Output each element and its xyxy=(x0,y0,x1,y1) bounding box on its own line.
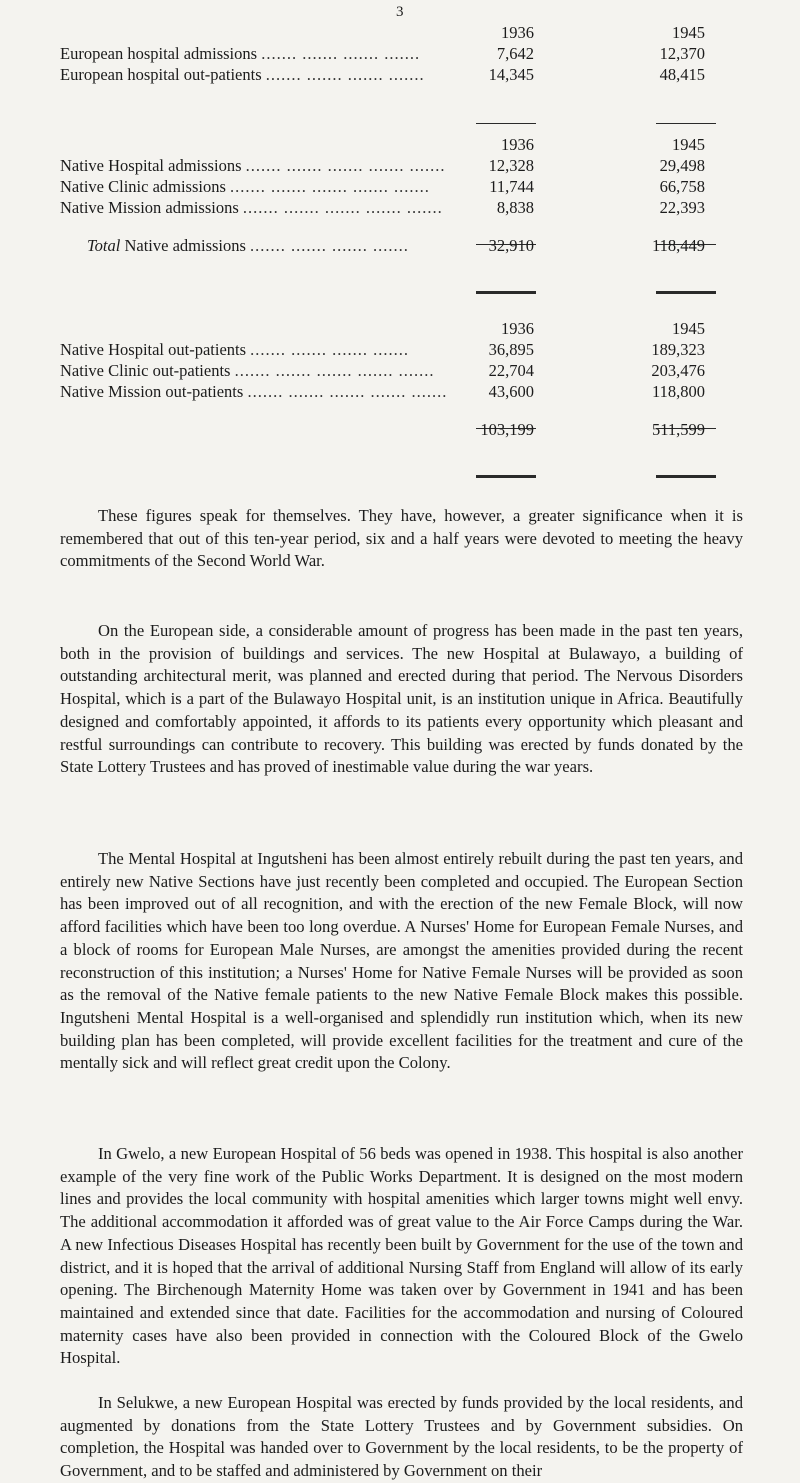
european-statistics-table xyxy=(0,22,800,85)
table-row: European hospital out-patients ....... ....... ....... ....... 14,345 48,415 xyxy=(60,65,705,84)
value-1936: 11,744 xyxy=(489,177,534,196)
native-admissions-table xyxy=(0,134,800,255)
year-1945-header: 1945 xyxy=(672,23,705,42)
row-label: Native Hospital admissions xyxy=(60,156,242,175)
divider xyxy=(656,475,716,478)
year-1945-header: 1945 xyxy=(672,135,705,154)
row-label: Native Clinic out-patients xyxy=(60,361,231,380)
value-1936: 22,704 xyxy=(488,361,534,380)
table-row: Native Clinic admissions ....... ....... ....... ....... ....... 11,744 66,758 xyxy=(60,177,705,196)
value-1945: 118,800 xyxy=(651,382,705,401)
total-1936: 32,910 xyxy=(488,236,534,255)
total-1945: 118,449 xyxy=(651,236,705,255)
divider xyxy=(656,123,716,124)
table-row: Native Mission out-patients ....... ....... ....... ....... ....... 43,600 118,800 xyxy=(60,382,705,401)
value-1945: 22,393 xyxy=(659,198,705,217)
paragraph: The Mental Hospital at Ingutsheni has been almost entirely rebuilt during the past ten years, and entirely new Native Sections have just recently been completed and occupied. The European Section has been improved out of all recognition, and with the erection of the new Female Block, will now afford facilities which have been too long overdue. A Nurses' Home for European Female Nurses, and a block of rooms for European Male Nurses, are amongst the amenities provided during the recent reconstruction of this institution; a Nurses' Home for Native Female Nurses will be provided as soon as the removal of the Native female patients to the new Native Female Block makes this possible. Ingutsheni Mental Hospital is a well-organised and splendidly run institution which, when its new building plan has been completed, will provide excellent facilities for the treatment and cure of the mentally sick and will reflect great credit upon the Colony. xyxy=(60,849,743,1073)
table-header xyxy=(0,134,800,155)
value-1936: 36,895 xyxy=(488,340,534,359)
total-label-italic: Total xyxy=(87,236,121,255)
value-1945: 12,370 xyxy=(659,44,705,63)
total-row: Total Native admissions ....... ....... ....... ....... 32,910 118,449 xyxy=(87,236,705,255)
value-1945: 66,758 xyxy=(659,177,705,196)
year-1936-header: 1936 xyxy=(501,23,534,42)
year-1936-header: 1936 xyxy=(501,319,534,338)
value-1936: 7,642 xyxy=(496,44,534,63)
total-1936: 103,199 xyxy=(480,420,534,439)
row-label: Native Mission admissions xyxy=(60,198,239,217)
total-1945: 511,599 xyxy=(651,420,705,439)
paragraph: These figures speak for themselves. They have, however, a greater significance when it is remembered that out of this ten-year period, six and a half years were devoted to meeting the heavy commitments of the Second World War. xyxy=(60,506,743,571)
paragraph: In Selukwe, a new European Hospital was erected by funds provided by the local residents, and augmented by donations from the State Lottery Trustees and by Government subsidies. On completion, the Hospital was handed over to Government by the local residents, to be the property of Government, and to be staffed and administered by Government on their xyxy=(60,1393,743,1481)
table-header xyxy=(0,318,800,339)
paragraph: On the European side, a considerable amount of progress has been made in the past ten years, both in the provision of buildings and services. The new Hospital at Bulawayo, a building of outstanding architectural merit, was planned and erected during that period. The Nervous Disorders Hospital, which is a part of the Bulawayo Hospital unit, is an institution unique in Africa. Beautifully designed and comfortably appointed, it affords to its patients every opportunity which pleasant and restful surroundings can contribute to recovery. This building was erected by funds donated by the State Lottery Trustees and has proved of inestimable value during the war years. xyxy=(60,621,743,777)
page-number: 3 xyxy=(396,4,404,20)
divider xyxy=(476,475,536,478)
native-out-patients-table xyxy=(0,318,800,439)
divider xyxy=(476,123,536,124)
row-label: Native Hospital out-patients xyxy=(60,340,247,359)
year-1936-header: 1936 xyxy=(501,135,534,154)
paragraph: In Gwelo, a new European Hospital of 56 beds was opened in 1938. This hospital is also another example of the very fine work of the Public Works Department. It is designed on the most modern lines and provides the local community with hospital amenities which larger towns might well envy. The additional accommodation it afforded was of great value to the Air Force Camps during the War. A new Infectious Diseases Hospital has recently been built by Government for the use of the town and district, and it is hoped that the arrival of additional Nursing Staff from England will allow of its early opening. The Birchenough Maternity Home was taken over by Government in 1941 and has been maintained and extended since that date. Facilities for the accommodation and nursing of Coloured maternity cases have also been provided in connection with the Coloured Block of the Gwelo Hospital. xyxy=(60,1144,743,1368)
divider xyxy=(656,291,716,294)
value-1945: 203,476 xyxy=(651,361,705,380)
total-row xyxy=(0,419,800,440)
table-row: European hospital admissions ....... ....... ....... ....... 7,642 12,370 xyxy=(60,44,705,63)
table-row: Native Hospital admissions ....... ....... ....... ....... ....... 12,328 29,498 xyxy=(60,156,705,175)
total-label: Native admissions xyxy=(120,236,246,255)
table-header xyxy=(0,22,800,43)
table-row: Native Mission admissions ....... ....... ....... ....... ....... 8,838 22,393 xyxy=(60,198,705,217)
value-1945: 48,415 xyxy=(659,65,705,84)
value-1936: 43,600 xyxy=(488,382,534,401)
row-label: European hospital admissions xyxy=(60,44,258,63)
table-row: Native Clinic out-patients ....... ....... ....... ....... ....... 22,704 203,476 xyxy=(60,361,705,380)
value-1936: 14,345 xyxy=(488,65,534,84)
row-label: Native Mission out-patients xyxy=(60,382,244,401)
year-1945-header: 1945 xyxy=(672,319,705,338)
value-1945: 189,323 xyxy=(651,340,705,359)
table-row: Native Hospital out-patients ....... ....... ....... ....... 36,895 189,323 xyxy=(60,340,705,359)
divider xyxy=(476,291,536,294)
row-label: European hospital out-patients xyxy=(60,65,262,84)
row-label: Native Clinic admissions xyxy=(60,177,226,196)
value-1936: 8,838 xyxy=(496,198,534,217)
value-1945: 29,498 xyxy=(659,156,705,175)
value-1936: 12,328 xyxy=(488,156,534,175)
